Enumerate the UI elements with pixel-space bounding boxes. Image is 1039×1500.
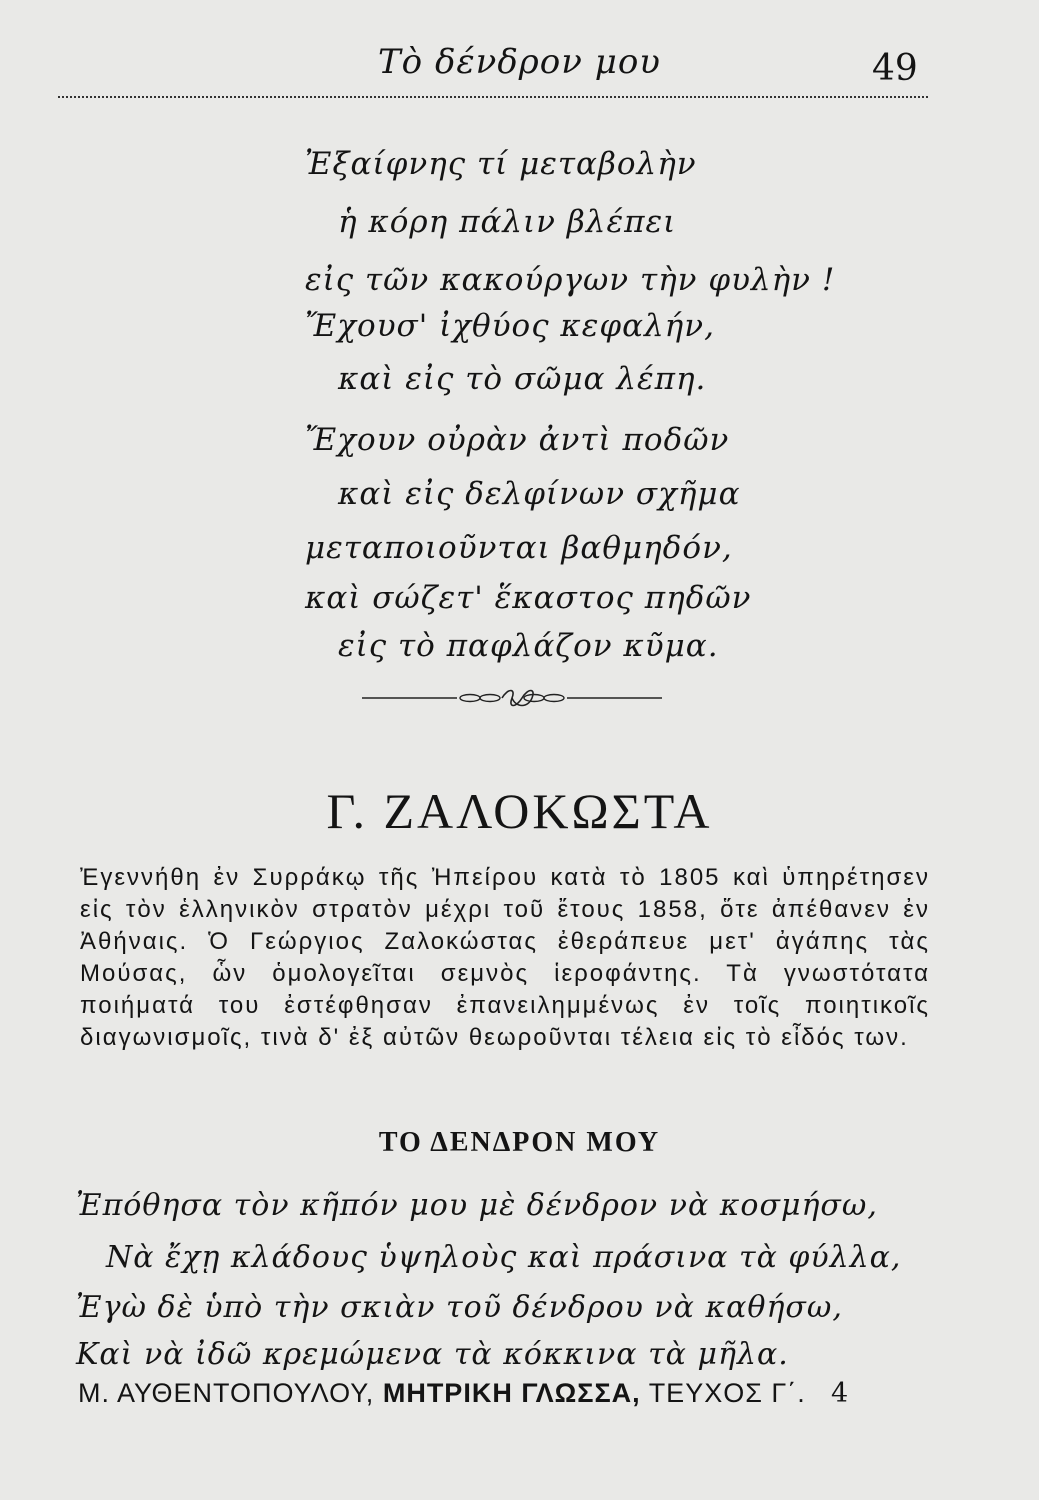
author-heading: Γ. ΖΑΛΟΚΩΣΤΑ [326, 783, 713, 839]
verse-line: Ἐξαίφνης τί μεταβολὴν [305, 146, 697, 182]
verse-line: καὶ σώζετ' ἕκαστος πηδῶν [305, 580, 752, 616]
footer-author: Μ. ΑΥΘΕΝΤΟΠΟΥΛΟΥ, [78, 1378, 375, 1408]
verse-line: καὶ εἰς τὸ σῶμα λέπη. [338, 361, 707, 397]
verse-line: Ἔχουσ' ἰχθύος κεφαλήν, [305, 308, 715, 344]
footer-book-title: ΜΗΤΡΙΚΗ ΓΛΩΣΣΑ, [382, 1378, 641, 1408]
signature-number: 4 [831, 1378, 849, 1409]
footer-issue: ΤΕΥΧΟΣ Γ΄. [648, 1378, 806, 1408]
poem-line: Καὶ νὰ ἰδῶ κρεμώμενα τὰ κόκκινα τὰ μῆλα. [76, 1337, 789, 1372]
poem-title: ΤΟ ΔΕΝΔΡΟΝ ΜΟΥ [378, 1127, 661, 1158]
poem-line: Νὰ ἔχῃ κλάδους ὑψηλοὺς καὶ πράσινα τὰ φύλλα, [106, 1240, 902, 1275]
running-title: Τὸ δένδρον μου [378, 42, 661, 82]
verse-line: Ἔχουν οὐρὰν ἀντὶ ποδῶν [305, 422, 730, 458]
footer-signature [78, 1378, 806, 1409]
verse-line: εἰς τὸ παφλάζον κῦμα. [338, 628, 719, 664]
author-biography: Ἐγεννήθη ἐν Συρράκῳ τῆς Ἠπείρου κατὰ τὸ 1805 καὶ ὑπηρέτησεν εἰς τὸν ἑλληνικὸν στρατὸν μέχρι τοῦ ἔτους 1858, ὅτε ἀπέθανεν ἐν Ἀθήναις. Ὁ Γεώργιος Ζαλοκώστας ἐθεράπευε μετ' ἀγάπης τὰς Μούσας, ὧν ὁμολογεῖται σεμνὸς ἱεροφάντης. Τὰ γνωστότατα ποιήματά του ἐστέφθησαν ἐπανειλημμένως ἐν τοῖς ποιητικοῖς διαγωνισμοῖς, τινὰ δ' ἐξ αὐτῶν θεωροῦνται τέλεια εἰς τὸ εἶδός των. [80, 864, 930, 1051]
page-number: 49 [872, 48, 918, 89]
verse-line: καὶ εἰς δελφίνων σχῆμα [338, 476, 741, 512]
ornamental-divider [362, 686, 662, 710]
poem-line: Ἐγὼ δὲ ὑπὸ τὴν σκιὰν τοῦ δένδρου νὰ καθήσω, [76, 1290, 843, 1325]
poem-line: Ἐπόθησα τὸν κῆπόν μου μὲ δένδρον νὰ κοσμήσω, [76, 1188, 878, 1223]
verse-line: ἡ κόρη πάλιν βλέπει [338, 204, 677, 240]
header-rule [58, 96, 928, 98]
verse-line: μεταποιοῦνται βαθμηδόν, [305, 530, 733, 566]
verse-line: εἰς τῶν κακούργων τὴν φυλὴν ! [305, 262, 836, 298]
